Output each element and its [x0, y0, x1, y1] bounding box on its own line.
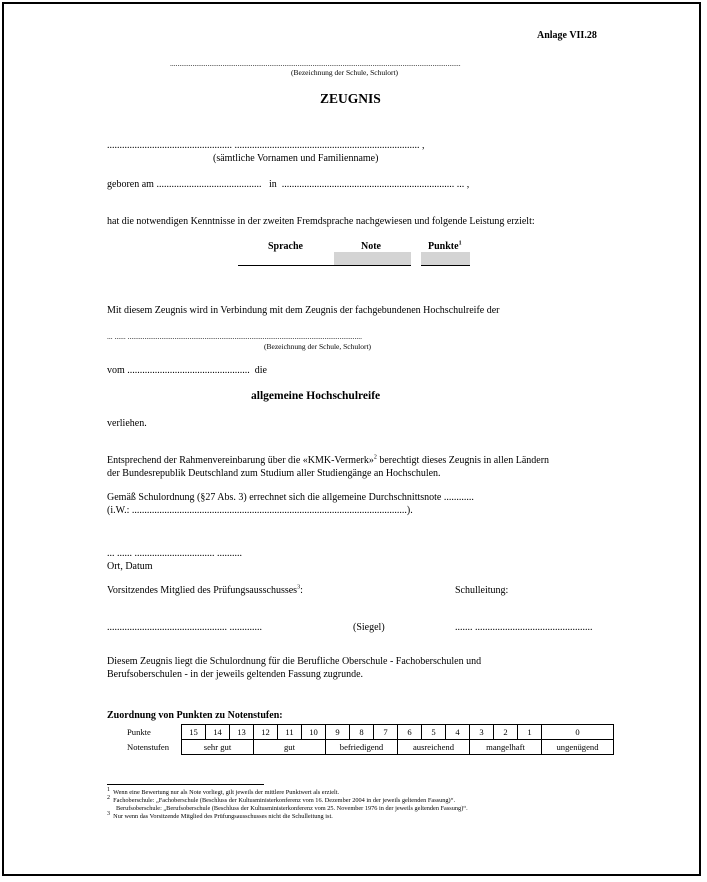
head-label: Schulleitung: — [455, 585, 509, 596]
language-line — [238, 265, 334, 266]
conferred-text: verliehen. — [107, 418, 147, 429]
school2-caption: (Bezeichnung der Schule, Schulort) — [264, 342, 372, 351]
in-dots: ..................................................................... ... , — [281, 179, 470, 190]
points-cell: 3 — [470, 725, 494, 740]
points-cell: 1 — [518, 725, 542, 740]
basis-line-1: Diesem Zeugnis liegt die Schulordnung für die Berufliche Oberschule - Fachoberschulen und — [107, 656, 482, 667]
born-label: geboren am — [107, 179, 154, 190]
kmk-line-2: der Bundesrepublik Deutschland zum Studium aller Studiengänge an Hochschulen. — [107, 468, 441, 479]
degree-title: allgemeine Hochschulreife — [251, 390, 381, 402]
points-cell: 6 — [398, 725, 422, 740]
header-grade: Note — [361, 241, 381, 252]
points-cell: 11 — [278, 725, 302, 740]
points-cell: 7 — [374, 725, 398, 740]
points-grade-table — [107, 724, 614, 755]
grade-field — [334, 252, 411, 265]
footnote-2: $^2$ Fachoberschule: „Fachoberschule (Beschluss der Kultusministerkonferenz vom 16. Dezember 2004 in der jeweils geltenden Fassung)“. — [107, 794, 456, 804]
grade-cell: ausreichend — [398, 740, 470, 755]
connection-sentence: Mit diesem Zeugnis wird in Verbindung mit dem Zeugnis der fachgebundenen Hochschulreife der — [107, 305, 500, 316]
points-cell: 12 — [254, 725, 278, 740]
school-caption: (Bezeichnung der Schule, Schulort) — [291, 68, 399, 77]
grade-cell: befriedigend — [326, 740, 398, 755]
grades-row-label: Notenstufen — [127, 742, 170, 752]
points-row-label: Punkte — [127, 727, 151, 737]
header-points: Punkte$^1$ — [428, 240, 462, 252]
header-language: Sprache — [268, 241, 303, 252]
vom-dots: ................................................. — [127, 365, 250, 376]
points-cell: 2 — [494, 725, 518, 740]
die-label: die — [254, 365, 267, 376]
grade-cell: mangelhaft — [470, 740, 542, 755]
average-line-1: Gemäß Schulordnung (§27 Abs. 3) errechnet sich die allgemeine Durchschnittsnote ............ — [107, 492, 474, 503]
grade-cell: gut — [254, 740, 326, 755]
footnote-1: $^1$ Wenn eine Bewertung nur als Note vorliegt, gilt jeweils der mittlere Punktwert als erzielt. — [107, 786, 340, 796]
born-dots: .......................................... — [156, 179, 262, 190]
in-label: in — [268, 179, 277, 190]
grade-cell: sehr gut — [182, 740, 254, 755]
intro-sentence: hat die notwendigen Kenntnisse in der zweiten Fremdsprache nachgewiesen und folgende Leistung erzielt: — [107, 216, 535, 227]
points-cell: 10 — [302, 725, 326, 740]
school-dots: ........................................................................................................................................................... — [170, 59, 461, 68]
chair-signature-dots: ................................................ ............. — [107, 622, 262, 633]
head-signature-dots: ....... ............................................... — [455, 622, 593, 633]
place-dots: ... ...... ................................ .......... — [107, 548, 242, 559]
place-label: Ort, Datum — [107, 561, 153, 572]
average-line-2: (i.W.: ..............................................................................................................). — [107, 505, 413, 516]
points-cell: 5 — [422, 725, 446, 740]
points-cell: 13 — [230, 725, 254, 740]
mapping-title: Zuordnung von Punkten zu Notenstufen: — [107, 710, 283, 721]
points-line — [421, 265, 470, 266]
footnote-separator — [107, 784, 264, 785]
points-cell: 4 — [446, 725, 470, 740]
names-caption: (sämtliche Vornamen und Familienname) — [213, 153, 379, 164]
basis-line-2: Berufsoberschulen - in der jeweils geltenden Fassung zugrunde. — [107, 669, 364, 680]
birth-line — [107, 179, 469, 190]
chair-label: Vorsitzendes Mitglied des Prüfungsausschusses$^3$: — [107, 584, 303, 596]
grade-cell: ungenügend — [542, 740, 614, 755]
points-field — [421, 252, 470, 265]
points-row — [107, 725, 614, 740]
grade-line — [334, 265, 411, 266]
vom-label: vom — [107, 365, 125, 376]
points-cell: 8 — [350, 725, 374, 740]
annex-label: Anlage VII.28 — [537, 30, 597, 41]
footnote-2-continued: Berufsoberschule: „Berufsoberschule (Beschluss der Kultusministerkonferenz vom 25. November 1976 in der jeweils geltenden Fassung)“. — [116, 805, 468, 812]
names-dots: .................................................. .......................................................................... , — [107, 140, 425, 151]
vom-line — [107, 365, 267, 376]
kmk-line-1: Entsprechend der Rahmenvereinbarung über die «KMK-Vermerk»$^2$ berechtigt dieses Zeugnis in allen Ländern — [107, 454, 550, 466]
points-cell: 0 — [542, 725, 614, 740]
points-cell: 14 — [206, 725, 230, 740]
footnote-3: $^3$ Nur wenn das Vorsitzende Mitglied des Prüfungsausschusses nicht die Schulleitung ist. — [107, 810, 333, 820]
points-cell: 9 — [326, 725, 350, 740]
grades-row — [107, 740, 614, 755]
seal-label: (Siegel) — [353, 622, 385, 633]
school2-dots: ... ...... ............................................................................................................................. — [107, 332, 362, 341]
points-cell: 15 — [182, 725, 206, 740]
document-title: ZEUGNIS — [320, 91, 381, 106]
